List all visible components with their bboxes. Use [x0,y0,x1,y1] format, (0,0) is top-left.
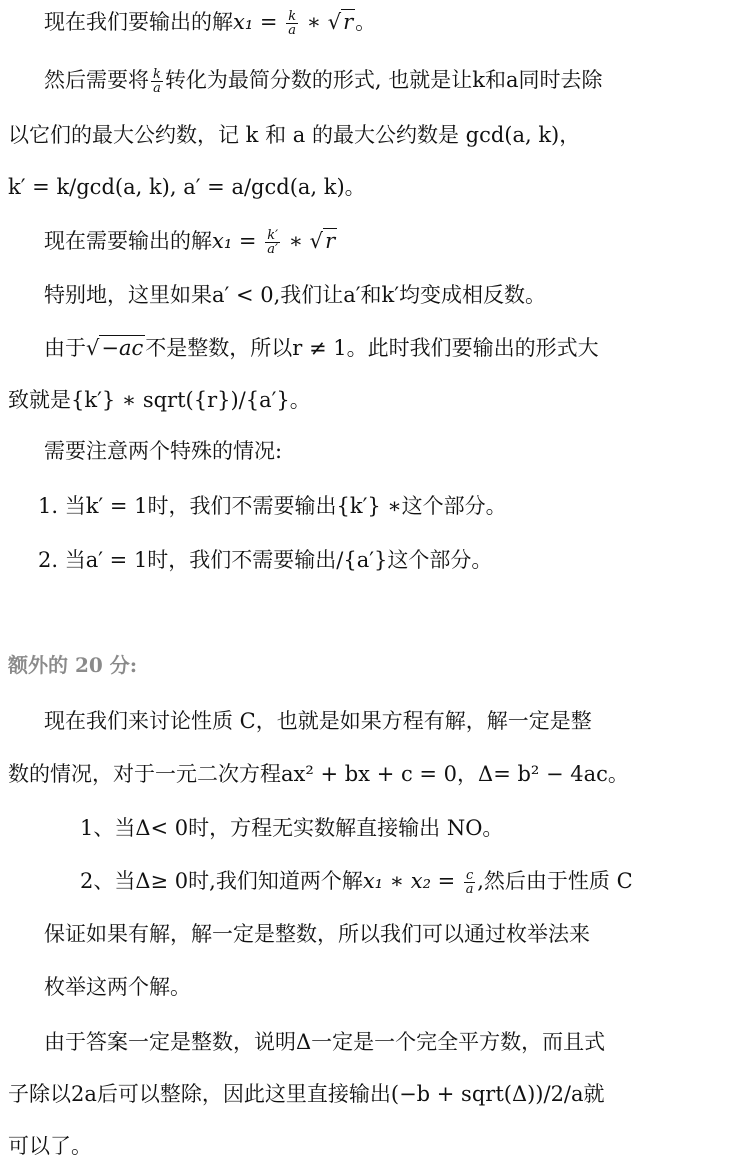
text-line: 由于答案一定是整数，说明Δ一定是一个完全平方数，而且式 [44,1030,606,1054]
list-item: 2、当Δ≥ 0时,我们知道两个解x₁ ∗ x₂ = $\frac{c}{a}$ ,然后由于性质 C [80,868,633,897]
text-line: 子除以2a后可以整除，因此这里直接输出(−b + sqrt(Δ))/2/a就 [8,1082,605,1106]
text-line: 现在我们要输出的解x₁ = $\frac{k}{a}$ ∗ √r。 [44,9,377,38]
text-line: 以它们的最大公约数，记 k 和 a 的最大公约数是 gcd(a, k)， [8,123,581,147]
list-item: 2. 当a′ = 1时，我们不需要输出/{a′}这个部分。 [38,548,493,572]
text-line: 现在我们来讨论性质 C，也就是如果方程有解，解一定是整 [44,709,592,733]
text-line: 现在需要输出的解x₁ = $\frac{k'}{a'}$ ∗ √r [44,228,336,257]
fraction: $\frac{k}{a}$ [288,9,297,38]
text-line: 由于√−ac不是整数，所以r ≠ 1。此时我们要输出的形式大 [44,336,599,360]
list-item: 1. 当k′ = 1时，我们不需要输出{k′} ∗这个部分。 [38,494,507,518]
fraction: $\frac{k'}{a'}$ [267,228,279,257]
text-line: 致就是{k′} ∗ sqrt({r})/{a′}。 [8,388,311,412]
text-line: k′ = k/gcd(a, k), a′ = a/gcd(a, k)。 [8,175,366,199]
fraction: $\frac{k}{a}$ [153,67,161,96]
text-line: 数的情况，对于一元二次方程ax² + bx + c = 0，Δ= b² − 4ac。 [8,762,629,786]
text-line: 枚举这两个解。 [44,975,191,999]
section-heading: 额外的 20 分: [8,653,138,677]
list-item: 1、当Δ< 0时，方程无实数解直接输出 NO。 [80,816,504,840]
text-line: 然后需要将 $\frac{k}{a}$ 转化为最简分数的形式, 也就是让k和a同时去除 [44,67,603,96]
text-line: 特别地，这里如果a′ < 0,我们让a′和k′均变成相反数。 [44,283,547,307]
text-line: 保证如果有解，解一定是整数，所以我们可以通过枚举法来 [44,922,590,946]
fraction: $\frac{c}{a}$ [465,868,474,897]
text-line: 可以了。 [8,1134,92,1158]
text-line: 需要注意两个特殊的情况: [44,439,283,463]
